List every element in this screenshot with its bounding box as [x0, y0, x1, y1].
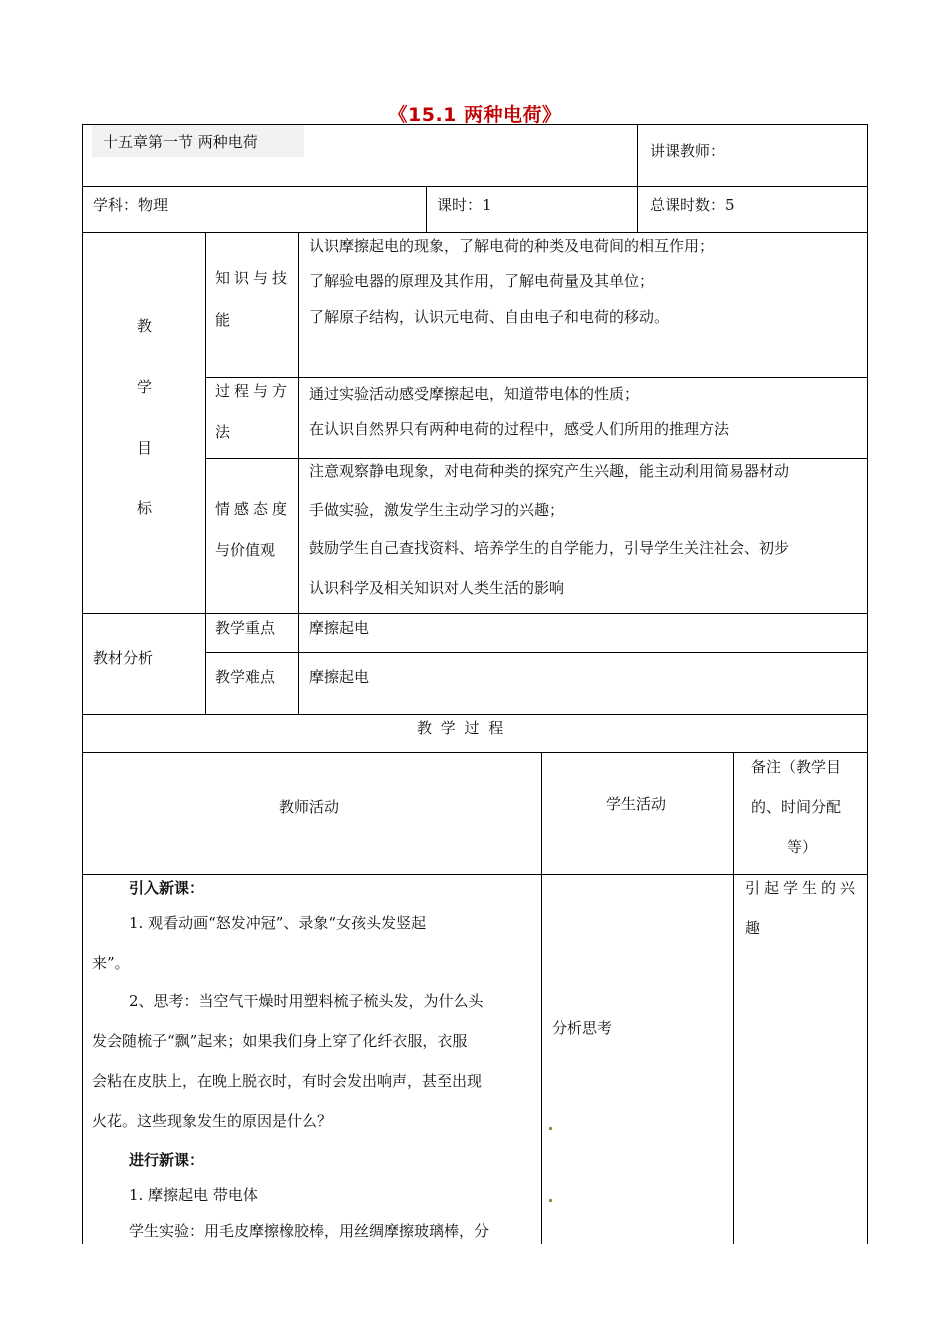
notes-heading: 的、时间分配 [751, 798, 842, 816]
emotion-text: 手做实验，激发学生主动学习的兴趣； [309, 501, 565, 519]
speck-mark [549, 1127, 552, 1130]
teacher-text: 来”。 [92, 954, 130, 972]
teacher-label: 讲课教师： [650, 142, 726, 160]
key-point-label: 教学重点 [215, 619, 276, 637]
teacher-text: 1. 摩擦起电 带电体 [129, 1186, 258, 1204]
key-point-value: 摩擦起电 [309, 619, 370, 637]
objectives-label-char: 学 [137, 378, 153, 396]
row-divider [205, 458, 868, 459]
notes-heading: 等） [787, 838, 818, 856]
process-section-title: 教 学 过 程 [417, 719, 506, 737]
note-text: 趣 [745, 919, 761, 937]
intro-heading: 引入新课： [129, 879, 205, 897]
student-activity-heading: 学生活动 [606, 795, 667, 813]
speck-mark [549, 1199, 552, 1202]
row-divider [82, 232, 868, 233]
emotion-text: 注意观察静电现象，对电荷种类的探究产生兴趣，能主动利用简易器材动 [309, 462, 790, 480]
new-lesson-heading: 进行新课： [129, 1151, 205, 1169]
column-divider [426, 186, 427, 232]
process-text: 在认识自然界只有两种电荷的过程中，感受人们所用的推理方法 [309, 420, 730, 438]
teacher-text: 发会随梳子“飘”起来；如果我们身上穿了化纤衣服，衣服 [92, 1032, 468, 1050]
row-divider [82, 613, 868, 614]
difficulty-value: 摩擦起电 [309, 668, 370, 686]
difficulty-label: 教学难点 [215, 668, 276, 686]
teacher-activity-heading: 教师活动 [279, 798, 340, 816]
teacher-text: 1. 观看动画“怒发冲冠”、录象“女孩头发竖起 [129, 914, 427, 932]
emotion-label: 与价值观 [215, 541, 276, 559]
column-divider [205, 232, 206, 714]
teacher-text: 学生实验：用毛皮摩擦橡胶棒，用丝绸摩擦玻璃棒，分 [129, 1222, 490, 1240]
process-label: 过程与方 [215, 382, 292, 400]
column-divider [733, 752, 734, 1244]
emotion-text: 鼓励学生自己查找资料、培养学生的自学能力，引导学生关注社会、初步 [309, 539, 790, 557]
column-divider [637, 124, 638, 232]
column-divider [541, 752, 542, 1244]
row-divider [82, 714, 868, 715]
hours-cell: 课时：1 [437, 196, 492, 214]
knowledge-label: 知识与技 [215, 269, 292, 287]
materials-label: 教材分析 [93, 649, 154, 667]
row-divider [82, 874, 868, 875]
knowledge-text: 了解验电器的原理及其作用，了解电荷量及其单位； [309, 272, 655, 290]
notes-heading: 备注（教学目 [751, 758, 842, 776]
knowledge-text: 认识摩擦起电的现象，了解电荷的种类及电荷间的相互作用； [309, 237, 715, 255]
row-divider [82, 752, 868, 753]
process-label: 法 [215, 423, 231, 441]
chapter-label: 十五章第一节 两种电荷 [103, 133, 258, 151]
note-text: 引起学生的兴 [745, 879, 860, 897]
subject-cell: 学科：物理 [93, 196, 169, 214]
knowledge-text: 了解原子结构，认识元电荷、自由电子和电荷的移动。 [309, 308, 670, 326]
emotion-label: 情感态度 [215, 500, 292, 518]
teacher-text: 会粘在皮肤上，在晚上脱衣时，有时会发出响声，甚至出现 [92, 1072, 483, 1090]
knowledge-label: 能 [215, 311, 231, 329]
student-activity-text: 分析思考 [552, 1019, 613, 1037]
total-hours-cell: 总课时数：5 [650, 196, 735, 214]
teacher-text: 2、思考：当空气干燥时用塑料梳子梳头发，为什么头 [129, 992, 484, 1010]
column-divider [298, 232, 299, 714]
page-title: 《15.1 两种电荷》 [388, 104, 562, 126]
row-divider [205, 652, 868, 653]
process-text: 通过实验活动感受摩擦起电，知道带电体的性质； [309, 385, 640, 403]
row-divider [82, 186, 868, 187]
objectives-label-char: 教 [137, 317, 153, 335]
objectives-label-char: 目 [137, 439, 153, 457]
objectives-label-char: 标 [137, 499, 153, 517]
emotion-text: 认识科学及相关知识对人类生活的影响 [309, 579, 565, 597]
teacher-text: 火花。这些现象发生的原因是什么？ [92, 1112, 333, 1130]
row-divider [205, 377, 868, 378]
